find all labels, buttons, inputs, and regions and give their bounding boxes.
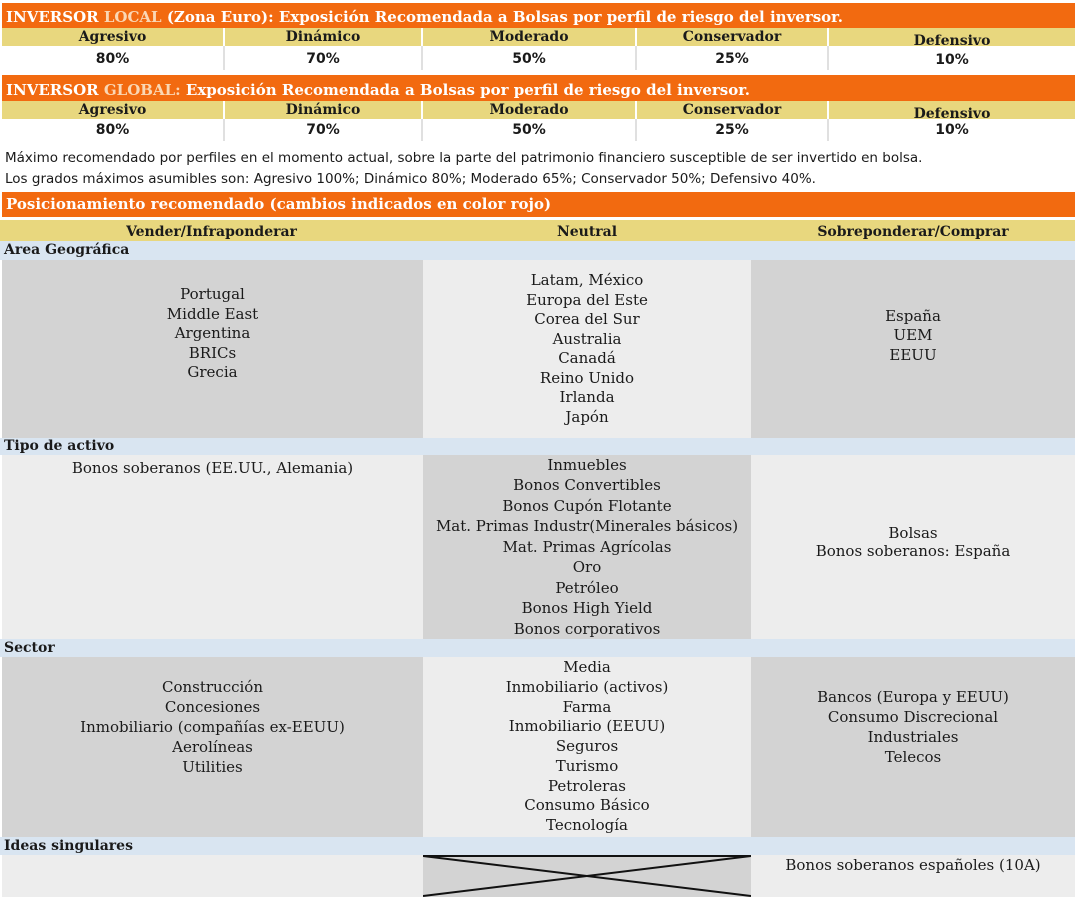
unique-ideas-buy-list (751, 855, 1075, 897)
list-item: Oro (572, 558, 602, 577)
local-profile-aggressive: Agresivo (2, 28, 225, 46)
list-item: Petroleras (547, 776, 626, 795)
local-profile-moderate: Moderado (423, 28, 637, 46)
section-asset-type (2, 455, 1075, 639)
empty-cell-cross-icon (423, 855, 751, 897)
local-profile-conservative: Conservador (637, 28, 829, 46)
local-values-row (2, 46, 1075, 70)
list-item: Bonos Convertibles (513, 476, 661, 495)
list-item: Bonos Cupón Flotante (502, 496, 672, 515)
unique-ideas-sell-cell (2, 855, 423, 897)
sector-sell-list (2, 657, 423, 837)
list-item: Corea del Sur (534, 310, 640, 328)
positioning-column-headers (0, 220, 1075, 241)
local-value-aggressive: 80% (2, 46, 225, 70)
global-profile-conservative: Conservador (637, 101, 829, 119)
column-header-neutral: Neutral (556, 224, 618, 240)
section-unique-ideas (2, 855, 1075, 897)
list-item: Bancos (Europa y EEUU) (817, 688, 1009, 706)
local-value-conservative: 25% (637, 46, 829, 70)
list-item: Telecos (884, 748, 942, 766)
list-item: Irlanda (559, 388, 615, 406)
local-profile-defensive: Defensivo (913, 33, 991, 49)
list-item: Portugal (180, 285, 245, 304)
global-title-highlight: GLOBAL: (103, 81, 181, 99)
global-profile-header-row (2, 101, 1075, 122)
sector-buy-list (751, 657, 1075, 837)
list-item: Bonos corporativos (513, 619, 661, 638)
list-item: Bonos soberanos (EE.UU., Alemania) (71, 459, 354, 477)
global-value-dynamic: 70% (225, 119, 423, 141)
section-geography (2, 260, 1075, 438)
list-item: Latam, México (530, 271, 644, 289)
list-item: Inmobiliario (compañías ex-EEUU) (80, 718, 345, 736)
list-item: Farma (562, 697, 612, 716)
global-title-bar (2, 75, 1075, 101)
list-item: Argentina (174, 324, 251, 343)
sector-buy-cell (751, 657, 1075, 837)
list-item: Construcción (161, 678, 263, 696)
column-header-buy: Sobreponderar/Comprar (817, 224, 1009, 240)
list-item: Grecia (187, 363, 238, 382)
local-title-bar (2, 3, 1075, 28)
list-item: Middle East (166, 304, 259, 323)
global-title-prefix: INVERSOR (6, 81, 104, 99)
global-profile-aggressive: Agresivo (2, 101, 225, 119)
list-item: Mat. Primas Industr(Minerales básicos) (435, 517, 739, 536)
global-value-defensive: 10% (935, 122, 969, 138)
list-item: Inmuebles (547, 455, 627, 474)
geography-sell-cell (2, 260, 423, 438)
sector-neutral-list (423, 657, 751, 837)
list-item: Bolsas (888, 524, 938, 542)
asset-type-neutral-list (423, 455, 751, 639)
list-item: Consumo Discrecional (827, 708, 999, 726)
geography-sell-list (2, 260, 423, 438)
list-item: Mat. Primas Agrícolas (502, 537, 672, 556)
list-item: Petróleo (555, 578, 619, 597)
local-value-dynamic: 70% (225, 46, 423, 70)
list-item: Aerolíneas (172, 738, 253, 756)
global-profile-defensive: Defensivo (913, 106, 991, 122)
global-profile-moderate: Moderado (423, 101, 637, 119)
global-profile-dynamic: Dinámico (225, 101, 423, 119)
geography-buy-list (751, 260, 1075, 438)
global-value-conservative: 25% (637, 119, 829, 141)
list-item: Reino Unido (539, 368, 635, 387)
local-profile-dynamic: Dinámico (225, 28, 423, 46)
asset-type-buy-list (751, 455, 1075, 639)
sector-sell-cell (2, 657, 423, 837)
section-label-asset-type: Tipo de activo (0, 438, 1075, 455)
note-line-2: Los grados máximos asumibles son: Agresivo 100%; Dinámico 80%; Moderado 65%; Conservador 50%; Defensivo 40%. (5, 171, 816, 187)
list-item: Consumo Básico (524, 796, 650, 815)
section-label-unique-ideas: Ideas singulares (0, 837, 1075, 855)
local-title-highlight: LOCAL (103, 8, 162, 26)
unique-ideas-buy-cell (751, 855, 1075, 897)
positioning-title-bar (2, 192, 1075, 217)
unique-ideas-neutral-cell (423, 855, 751, 897)
list-item: Bonos soberanos: España (815, 542, 1011, 560)
asset-type-sell-list (2, 455, 423, 639)
list-item: Japón (565, 407, 609, 426)
list-item: Seguros (555, 737, 619, 756)
asset-type-neutral-cell (423, 455, 751, 639)
list-item: Inmobiliario (activos) (505, 677, 669, 696)
local-title-suffix: (Zona Euro): Exposición Recomendada a Bolsas por perfil de riesgo del inversor. (161, 8, 843, 26)
list-item: Concesiones (164, 698, 261, 716)
list-item: UEM (893, 326, 933, 345)
local-title-prefix: INVERSOR (6, 8, 104, 26)
global-title-suffix: Exposición Recomendada a Bolsas por perfil de riesgo del inversor. (180, 81, 750, 99)
list-item: Europa del Este (526, 290, 648, 309)
local-profile-header-row (2, 28, 1075, 49)
global-values-row (2, 119, 1075, 141)
section-label-sector: Sector (0, 639, 1075, 657)
geography-buy-cell (751, 260, 1075, 438)
list-item: Turismo (555, 756, 619, 775)
list-item: Australia (552, 329, 622, 348)
list-item: Canadá (558, 349, 616, 367)
section-sector (2, 657, 1075, 837)
local-value-defensive: 10% (935, 52, 969, 68)
global-value-aggressive: 80% (2, 119, 225, 141)
geography-neutral-cell (423, 260, 751, 438)
list-item: BRICs (188, 343, 237, 362)
list-item: Media (563, 657, 611, 676)
geography-neutral-list (423, 260, 751, 438)
positioning-title: Posicionamiento recomendado (cambios indicados en color rojo) (6, 195, 552, 213)
list-item: Bonos High Yield (521, 599, 653, 618)
list-item: Industriales (867, 728, 959, 746)
global-value-moderate: 50% (423, 119, 637, 141)
list-item: España (885, 306, 941, 325)
sector-neutral-cell (423, 657, 751, 837)
list-item: EEUU (889, 345, 937, 364)
section-label-geography: Area Geográfica (0, 241, 1075, 260)
list-item: Tecnología (546, 816, 628, 835)
asset-type-buy-cell (751, 455, 1075, 639)
column-header-sell: Vender/Infraponderar (126, 224, 297, 240)
note-line-1: Máximo recomendado por perfiles en el momento actual, sobre la parte del patrimonio financiero susceptible de ser invertido en bolsa. (5, 150, 923, 166)
local-value-moderate: 50% (423, 46, 637, 70)
list-item: Bonos soberanos españoles (10A) (785, 856, 1041, 874)
list-item: Inmobiliario (EEUU) (508, 717, 666, 736)
list-item: Utilities (182, 758, 243, 776)
asset-type-sell-cell (2, 455, 423, 639)
